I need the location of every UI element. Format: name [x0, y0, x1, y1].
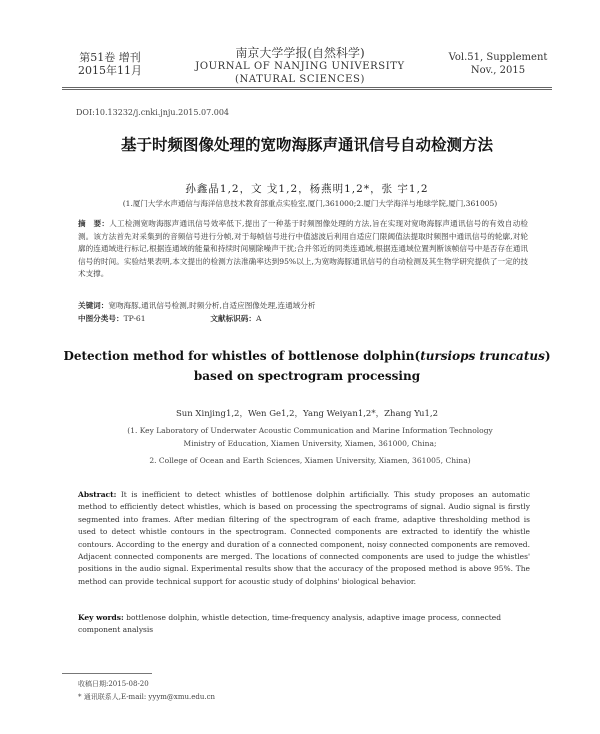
abstract-label-cn: 摘 要： — [78, 219, 110, 228]
affiliation-cn: (1.厦门大学水声通信与海洋信息技术教育部重点实验室,厦门,361000;2.厦门大学海洋与地球学院,厦门,361005) — [122, 199, 498, 208]
abstract-text-en: It is inefficient to detect whistles of bottlenose dolphin artificially. This study proposes an automatic method to efficiently detect whistles, which is based on processing the spectrograms of signal. Audio signal is firstly segmented into frames. After median filtering of the spectrogram of each frame, adaptive thresholding method is used to detect whistle contours in the spectrogram. Connected components are extracted to identify the whistle contours. According to the energy and duration of a connected component, noisy connected components are removed. Adjacent connected components are merged. The locations of connected components are used to judge the whistles' positions in the audio signal. Experimental results show that the accuracy of the proposed method is above 95%. The method can provide technical support for acoustic study of dolphins' biological behavior. — [78, 490, 531, 586]
doccode-label: 文献标识码： — [210, 314, 256, 323]
issue-date-en: Nov., 2015 — [470, 65, 526, 76]
keywords-text-en: bottlenose dolphin, whistle detection, time-frequency analysis, adaptive image process, connected component analysis — [78, 613, 502, 635]
paper-title-en — [62, 346, 552, 386]
abstract-text-cn: 人工检测宽吻海豚声通讯信号效率低下,提出了一种基于时频图像处理的方法,旨在实现对宽吻海豚声通讯信号的有效自动检测。该方法首先对采集到的音频信号进行分帧,对于每帧信号进行中值滤波后利用自适应门限阈值法提取时频图中通讯信号的轮廓,对轮廓的连通域进行标记,根据连通域的能量和持续时间剔除噪声干扰;合并邻近的同类连通域,根据连通域位置判断该帧信号中是否存在通讯信号的时间。实验结果表明,本文提出的检测方法准确率达到95%以上,为宽吻海豚通讯信号的自动检测及其生物学研究提供了一定的技术支撑。 — [78, 219, 529, 278]
issue-info — [70, 51, 150, 77]
keywords-label-en: Key words: — [78, 613, 124, 622]
clc-label: 中图分类号： — [78, 314, 124, 323]
footnote-rule — [62, 673, 152, 674]
journal-name-en: JOURNAL OF NANJING UNIVERSITY — [195, 61, 405, 72]
issue-volume: 第51卷 增刊 — [79, 51, 141, 64]
affiliation-en-1a: (1. Key Laboratory of Underwater Acoustic Communication and Marine Information Technology — [127, 426, 493, 435]
issue-date: 2015年11月 — [78, 64, 142, 77]
issue-info-en — [448, 51, 548, 77]
species-name: tursiops truncatus — [420, 349, 545, 363]
footnote-received: 收稿日期:2015-08-20 — [78, 680, 149, 688]
keywords-cn — [78, 300, 315, 311]
affiliation-en-2: 2. College of Ocean and Earth Sciences, Xiamen University, Xiamen, 361005, China) — [149, 456, 471, 465]
abstract-cn — [78, 218, 528, 281]
keywords-en — [78, 612, 530, 637]
issue-volume-en: Vol.51, Supplement — [448, 52, 548, 63]
abstract-en — [78, 489, 530, 588]
authors-en: Sun Xinjing1,2，Wen Ge1,2，Yang Weiyan1,2*，Zhang Yu1,2 — [175, 409, 439, 419]
header-rule — [62, 87, 552, 88]
paper-title-en-line1 — [62, 346, 552, 366]
doi: DOI:10.13232/j.cnki.jnju.2015.07.004 — [76, 108, 230, 117]
title-en-part-a: Detection method for whistles of bottlenose dolphin( — [63, 349, 421, 363]
journal-name-cn: 南京大学学报(自然科学) — [235, 46, 365, 60]
journal-name-en-sub: (NATURAL SCIENCES) — [235, 74, 365, 85]
clc-code: TP-61 — [123, 314, 146, 323]
keywords-label-cn: 关键词： — [78, 301, 109, 310]
title-en-part-b: ) — [544, 349, 551, 363]
abstract-label-en: Abstract: — [78, 490, 117, 499]
classification-line — [78, 313, 261, 324]
paper-title-cn: 基于时频图像处理的宽吻海豚声通讯信号自动检测方法 — [120, 136, 493, 154]
header-rule-second — [62, 89, 552, 90]
journal-name — [190, 47, 410, 86]
footnote-corresponding: * 通讯联系人,E-mail: yyym@xmu.edu.cn — [78, 693, 216, 701]
authors-cn: 孙鑫晶1,2，文 戈1,2，杨燕明1,2*，张 宇1,2 — [185, 183, 429, 195]
affiliation-en-1b: Ministry of Education, Xiamen University, Xiamen, 361000, China; — [183, 439, 437, 448]
paper-title-en-line2: based on spectrogram processing — [193, 369, 421, 383]
doccode: A — [255, 314, 262, 323]
keywords-text-cn: 宽吻海豚,通讯信号检测,时频分析,自适应图像处理,连通域分析 — [108, 301, 316, 310]
